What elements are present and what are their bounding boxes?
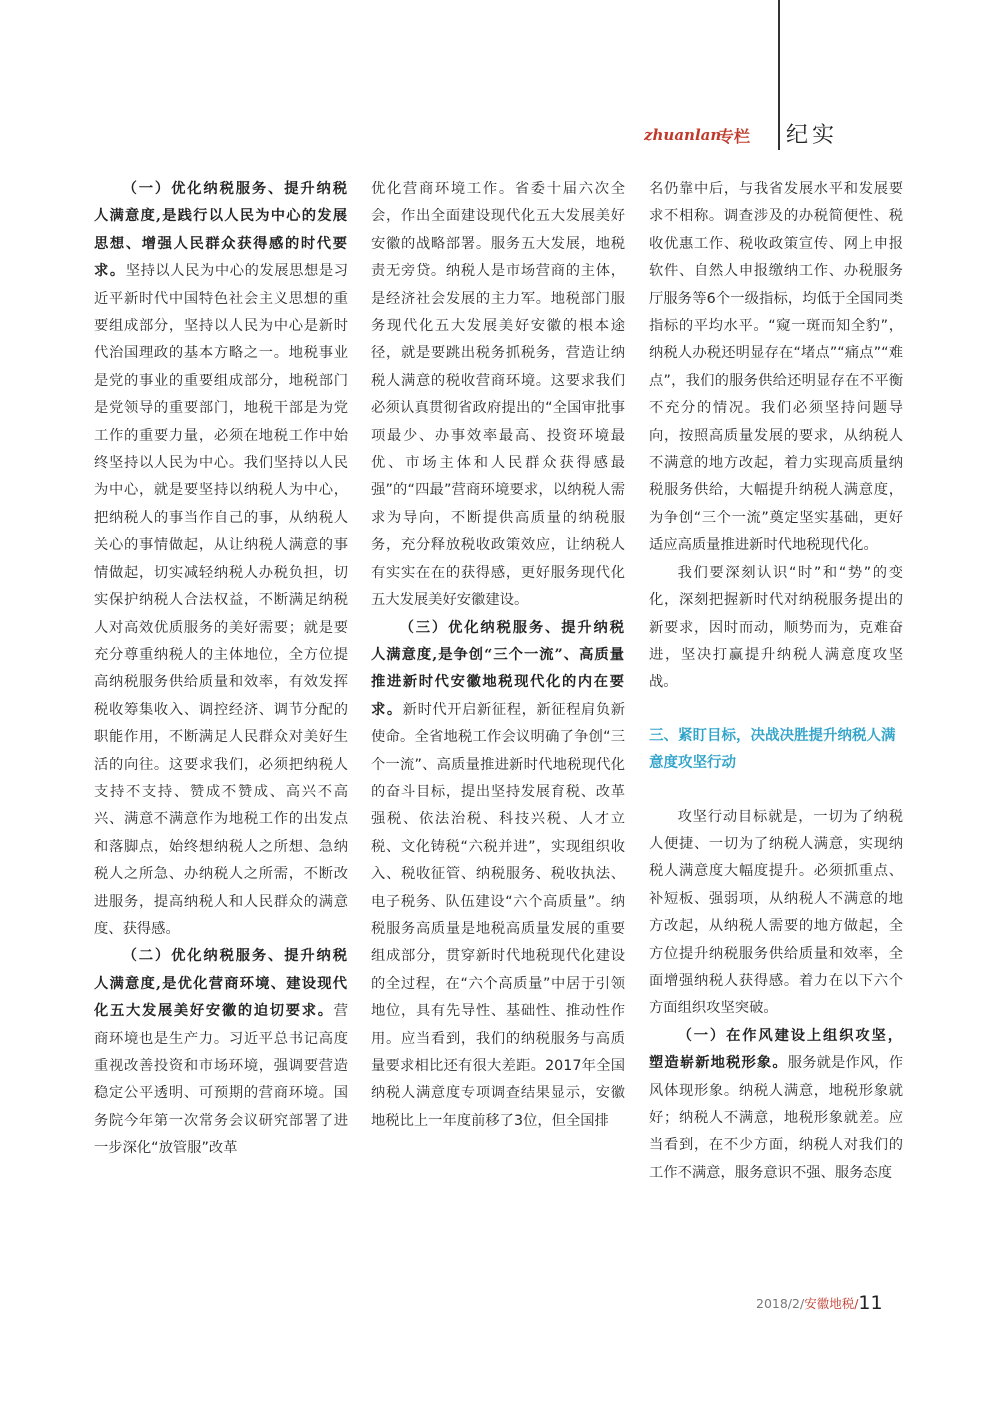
paragraph: [649, 560, 903, 697]
paragraph-lead: （二）优化纳税服务、提升纳税人满意度,是优化营商环境、建设现代化五大发展美好安徽的迫切要求。: [94, 948, 348, 1020]
page-number: 11: [858, 1292, 883, 1314]
paragraph: [649, 1023, 903, 1187]
paragraph-lead: （三）优化纳税服务、提升纳税人满意度,是争创“三个一流”、高质量推进新时代安徽地税现代化的内在要求。: [371, 619, 625, 718]
column-header: [630, 118, 870, 148]
paragraph-body: 坚持以人民为中心的发展思想是习近平新时代中国特色社会主义思想的重要组成部分，坚持以人民为中心是新时代治国理政的基本方略之一。地税事业是党的事业的重要组成部分，地税部门是党领导的重要部门，地税干部是为党工作的重要力量，必须在地税工作中始终坚持以人民为中心。我们坚持以人民为中心，就是要坚持以纳税人为中心，把纳税人的事当作自己的事，从纳税人关心的事情做起，从让纳税人满意的事情做起，切实减轻纳税人办税负担，切实保护纳税人合法权益，不断满足纳税人对高效优质服务的美好需要；就是要充分尊重纳税人的主体地位，全方位提高纳税服务供给质量和效率，有效发挥税收筹集收入、调控经济、调节分配的职能作用，不断满足人民群众对美好生活的向往。这要求我们，必须把纳税人支持不支持、赞成不赞成、高兴不高兴、满意不满意作为地税工作的出发点和落脚点，始终想纳税人之所想、急纳税人之所急、办纳税人之所需，不断改进服务，提高纳税人和人民群众的满意度、获得感。: [94, 263, 348, 937]
paragraph-body: 营商环境也是生产力。习近平总书记高度重视改善投资和市场环境，强调要营造稳定公平透明、可预期的营商环境。国务院今年第一次常务会议研究部署了进一步深化“放管服”改革: [94, 1003, 348, 1157]
paragraph-body: 服务就是作风，作风体现形象。纳税人满意，地税形象就好；纳税人不满意，地税形象就差。应当看到，在不少方面，纳税人对我们的工作不满意，服务意识不强、服务态度: [649, 1055, 903, 1181]
text-column-1: [94, 176, 348, 1256]
magazine-name: 安徽地税/: [804, 1296, 859, 1311]
paragraph-lead: （一）优化纳税服务、提升纳税人满意度,是践行以人民为中心的发展思想、增强人民群众获得感的时代要求。: [94, 181, 348, 280]
paragraph: [94, 943, 348, 1162]
paragraph-body: 名仍靠中后，与我省发展水平和发展要求不相称。调查涉及的办税简便性、税收优惠工作、税收政策宣传、网上申报软件、自然人申报缴纳工作、办税服务厅服务等6个一级指标，均低于全国同类指标的平均水平。“窥一斑而知全豹”，纳税人办税还明显存在“堵点”“痛点”“难点”，我们的服务供给还明显存在不平衡不充分的情况。我们必须坚持问题导向，按照高质量发展的要求，从纳税人不满意的地方改起，着力实现高质量纳税服务供给，大幅提升纳税人满意度，为争创“三个一流”奠定坚实基础，更好适应高质量推进新时代地税现代化。: [649, 181, 903, 554]
paragraph: [94, 176, 348, 943]
paragraph-body: 优化营商环境工作。省委十届六次全会，作出全面建设现代化五大发展美好安徽的战略部署。服务五大发展，地税责无旁贷。纳税人是市场营商的主体，是经济社会发展的主力军。地税部门服务现代化五大发展美好安徽的根本途径，就是要跳出税务抓税务，营造让纳税人满意的税收营商环境。这要求我们必须认真贯彻省政府提出的“全国审批事项最少、办事效率最高、投资环境最优、市场主体和人民群众获得感最强”的“四最”营商环境要求，以纳税人需求为导向，不断提供高质量的纳税服务，充分释放税收政策效应，让纳税人有实实在在的获得感，更好服务现代化五大发展美好安徽建设。: [371, 181, 625, 609]
paragraph: [649, 804, 903, 1023]
paragraph: [649, 176, 903, 560]
paragraph-body: 攻坚行动目标就是，一切为了纳税人便捷、一切为了纳税人满意，实现纳税人满意度大幅度提升。必须抓重点、补短板、强弱项，从纳税人不满意的地方改起，从纳税人需要的地方做起，全方位提升纳税服务供给质量和效率，全面增强纳税人获得感。着力在以下六个方面组织攻坚突破。: [649, 808, 903, 1017]
paragraph-body: 我们要深刻认识“时”和“势”的变化，深刻把握新时代对纳税服务提出的新要求，因时而动，顺势而为，克难奋进，坚决打赢提升纳税人满意度攻坚战。: [649, 564, 903, 691]
text-column-3: [649, 176, 903, 1256]
column-pinyin: zhuanlan: [644, 126, 722, 144]
section-title: 纪实: [786, 123, 839, 148]
paragraph-lead: （一）在作风建设上组织攻坚，塑造崭新地税形象。: [649, 1027, 903, 1072]
paragraph: [371, 615, 625, 1136]
paragraph: [371, 176, 625, 615]
section-heading: 三、紧盯目标，决战决胜提升纳税人满意度攻坚行动: [649, 727, 896, 772]
issue-date: 2018/2/: [756, 1296, 805, 1311]
text-column-2: [371, 176, 625, 1256]
paragraph-body: 新时代开启新征程，新征程肩负新使命。全省地税工作会议明确了争创“三个一流”、高质量推进新时代地税现代化的奋斗目标，提出坚持发展育税、改革强税、依法治税、科技兴税、人才立税、文化铸税“六税并进”，实现组织收入、税收征管、纳税服务、税收执法、电子税务、队伍建设“六个高质量”。纳税服务高质量是地税高质量发展的重要组成部分，贯穿新时代地税现代化建设的全过程，在“六个高质量”中居于引领地位，具有先导性、基础性、推动性作用。应当看到，我们的纳税服务与高质量要求相比还有很大差距。2017年全国纳税人满意度专项调查结果显示，安徽地税比上一年度前移了3位，但全国排: [371, 701, 625, 1129]
column-name: 专栏: [718, 127, 751, 146]
page-footer: [756, 1292, 883, 1314]
